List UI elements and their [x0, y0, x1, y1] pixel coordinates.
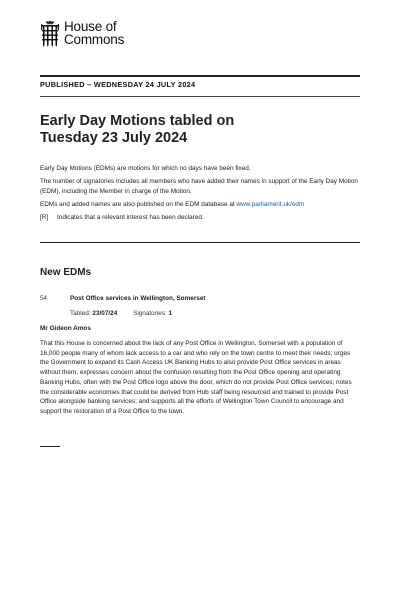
intro-paragraph-3	[40, 200, 362, 210]
edm-title: Post Office services in Wellington, Somerset	[70, 295, 206, 302]
tabled-date: 23/07/24	[92, 310, 118, 317]
intro-paragraph-2: The number of signatories includes all members who have added their names in support of the Early Day Motion (EDM), including the Member in charge of the Motion.	[40, 177, 358, 195]
house-of-commons-logo	[40, 20, 124, 47]
logo-wordmark	[64, 20, 124, 46]
intro-paragraph-1: Early Day Motions (EDMs) are motions for which no days have been fixed.	[40, 165, 251, 172]
header-rule-top	[40, 75, 360, 77]
tabled-label: Tabled:	[70, 310, 91, 317]
interest-tag: [R]	[40, 213, 49, 221]
logo-line-2: Commons	[64, 32, 125, 47]
edm-database-link[interactable]: www.parliament.uk/edm	[236, 200, 305, 208]
intro-notes	[40, 164, 362, 226]
intro-paragraph-3-text: EDMs and added names are also published on the EDM database at	[40, 200, 237, 208]
signatories-count: 1	[168, 310, 173, 317]
edm-number: 54	[40, 295, 48, 302]
logo-line-1: House of	[64, 19, 117, 34]
section-title: New EDMs	[40, 267, 92, 278]
page-title	[40, 113, 360, 147]
intro-paragraph-4	[40, 213, 362, 223]
edm-meta	[70, 310, 172, 317]
section-divider	[40, 242, 360, 243]
page-title-line-1: Early Day Motions tabled on	[40, 113, 235, 129]
signatories-label: Signatories:	[133, 310, 167, 317]
member-name: Mr Gideon Amos	[40, 325, 91, 332]
header-rule-bottom	[40, 96, 360, 97]
page-title-line-2: Tuesday 23 July 2024	[40, 130, 188, 146]
published-date: PUBLISHED – WEDNESDAY 24 JULY 2024	[40, 80, 196, 89]
motion-text: That this House is concerned about the lack of any Post Office in Wellington, Somerset with a population of 16,000 people many of whom lack access to a car and who rely on the town centre to meet their needs; urges the Government to expand its Cash Access UK Banking Hubs to also provide Post Office services in areas without them; expresses concern about the confusion resulting from the Post Office opening and operating Banking Hubs, often with the Post Office logo above the door, which do not provide Post Office services; notes the considerable economies that could be derived from Hub staff being resourced and trained to provide Post Office alongside banking services; and supports all the efforts of Wellington Town Council to encourage and support the restoration of a Post Office to the town.	[40, 340, 352, 415]
interest-tag-text: Indicates that a relevant interest has been declared.	[57, 213, 204, 221]
portcullis-icon	[40, 21, 60, 47]
end-rule	[40, 446, 60, 447]
